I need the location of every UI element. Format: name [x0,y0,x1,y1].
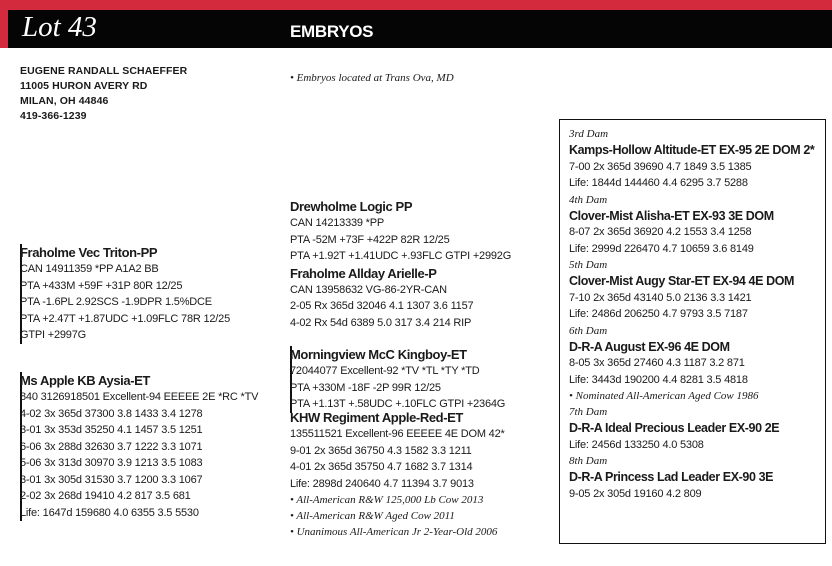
ancestry-name-text: Clover-Mist Alisha-ET [569,208,690,223]
sires-sire-line: PTA +1.92T +1.41UDC +.93FLC GTPI +2992G [290,250,512,262]
ancestry-name-text: Kamps-Hollow Altitude-ET [569,143,716,157]
dam-line: 2-02 3x 268d 19410 4.2 817 3.5 681 [20,490,191,502]
lot-number: Lot 43 [22,11,97,43]
ancestry-name [569,339,825,356]
sires-dam-name: Fraholme Allday Arielle-P [290,265,437,281]
sires-sire-block [290,198,545,331]
ancestry-line: Life: 1844d 144460 4.4 6295 3.7 5288 [569,177,748,189]
consignor-city: MILAN, OH 44846 [20,95,109,107]
ancestry-name [569,273,825,290]
sires-dam-line: CAN 13958632 VG-86-2YR-CAN [290,283,447,296]
ancestry-honor: • Nominated All-American Aged Cow 1986 [569,390,759,402]
header-band [8,10,832,48]
ancestry-name [569,420,825,437]
ancestry-label: 3rd Dam [569,128,609,140]
ancestry-label: 8th Dam [569,455,608,467]
dams-sire-name: Morningview McC Kingboy-ET [290,347,467,362]
dam-block [20,372,282,521]
sires-sire-line: PTA -52M +73F +422P 82R 12/25 [290,233,450,246]
ancestry-classification: EX-90 2E [725,421,780,435]
ancestry-line: Life: 2486d 206250 4.7 9793 3.5 7187 [569,308,748,320]
ancestry-line: 7-00 2x 365d 39690 4.7 1849 3.5 1385 [569,160,752,173]
ancestry-name [569,142,825,159]
sire-name: Fraholme Vec Triton-PP [20,245,158,260]
sires-dam-line: 2-05 Rx 365d 32046 4.1 1307 3.6 1157 [290,300,474,312]
ancestry-name-text: D-R-A Ideal Precious Leader [569,421,726,435]
header-bar [0,0,832,48]
dam-name: Ms Apple KB Aysia-ET [20,373,150,388]
ancestry-classification: EX-93 3E DOM [689,208,774,223]
dams-sire-block [290,346,547,413]
dams-dam-line: Life: 2898d 240640 4.7 11394 3.7 9013 [290,477,474,490]
embryo-location-note: • Embryos located at Trans Ova, MD [290,72,454,84]
sire-line: PTA -1.6PL 2.92SCS -1.9DPR 1.5%DCE [20,296,212,308]
sires-sire-line: CAN 14213339 *PP [290,217,385,229]
dam-line: 840 3126918501 Excellent-94 EEEEE 2E *RC *TV [20,391,259,403]
dams-sire-line: 72044077 Excellent-92 *TV *TL *TY *TD [290,365,480,377]
ancestry-label: 5th Dam [569,259,608,271]
dams-dam-line: 4-01 2x 365d 35750 4.7 1682 3.7 1314 [290,461,473,473]
consignor-name: EUGENE RANDALL SCHAEFFER [20,65,188,77]
ancestry-line: 8-07 2x 365d 36920 4.2 1553 3.4 1258 [569,226,752,238]
dam-line: 4-02 3x 365d 37300 3.8 1433 3.4 1278 [20,407,203,420]
ancestry-line: Life: 3443d 190200 4.4 8281 3.5 4818 [569,373,748,386]
ancestry-classification: EX-94 4E DOM [709,274,795,288]
ancestry-name [569,208,825,225]
dams-dam-name: KHW Regiment Apple-Red-ET [290,410,463,425]
dam-line: 6-06 3x 288d 32630 3.7 1222 3.3 1071 [20,440,203,453]
dams-dam-line: 135511521 Excellent-96 EEEEE 4E DOM 42* [290,428,505,440]
ancestry-label: 7th Dam [569,406,608,418]
sires-dam-line: 4-02 Rx 54d 6389 5.0 317 3.4 214 RIP [290,316,472,329]
dams-dam-honor: • All-American R&W Aged Cow 2011 [290,510,455,522]
dam-line: 3-01 3x 353d 35250 4.1 1457 3.5 1251 [20,424,203,436]
sires-sire-name: Drewholme Logic PP [290,199,413,214]
dams-dam-line: 9-01 2x 365d 36750 4.3 1582 3.3 1211 [290,444,472,457]
ancestry-name-text: Clover-Mist Augy Star-ET [569,274,710,288]
dams-dam-block [290,409,545,540]
dams-sire-line: PTA +1.13T +.58UDC +.10FLC GTPI +2364G [290,398,506,410]
sire-line: GTPI +2997G [20,329,86,341]
dam-line: 5-06 3x 313d 30970 3.9 1213 3.5 1083 [20,457,203,469]
sire-line: PTA +2.47T +1.87UDC +1.09FLC 78R 12/25 [20,312,230,325]
ancestry-name [569,469,825,486]
ancestry-classification: EX-96 4E DOM [645,339,730,354]
ancestry-classification: EX-90 3E [719,470,774,484]
dams-sire-line: PTA +330M -18F -2P 99R 12/25 [290,381,441,394]
ancestry-line: 7-10 2x 365d 43140 5.0 2136 3.3 1421 [569,291,752,304]
ancestry-line: Life: 2999d 226470 4.7 10659 3.6 8149 [569,242,754,255]
dam-line: Life: 1647d 159680 4.0 6355 3.5 5530 [20,506,199,519]
ancestry-name-text: D-R-A Princess Lad Leader [569,470,720,484]
ancestry-line: 9-05 2x 305d 19160 4.2 809 [569,487,702,500]
dams-dam-honor: • All-American R&W 125,000 Lb Cow 2013 [290,494,484,506]
ancestry-line: 8-05 3x 365d 27460 4.3 1187 3.2 871 [569,357,745,369]
ancestry-classification: EX-95 2E DOM 2* [715,143,815,157]
ancestry-name-text: D-R-A August [569,339,646,354]
dam-line: 3-01 3x 305d 31530 3.7 1200 3.3 1067 [20,473,203,486]
sire-line: CAN 14911359 *PP A1A2 BB [20,263,159,275]
consignor-block [20,64,187,124]
consignor-address: 11005 HURON AVERY RD [20,80,148,92]
consignor-phone: 419-366-1239 [20,110,87,122]
ancestry-label: 4th Dam [569,193,608,206]
sire-line: PTA +433M +59F +31P 80R 12/25 [20,279,183,292]
ancestry-label: 6th Dam [569,324,608,337]
page-title: EMBRYOS [290,22,374,41]
sire-block [20,244,282,344]
ancestry-line: Life: 2456d 133250 4.0 5308 [569,438,704,451]
dams-dam-honor: • Unanimous All-American Jr 2-Year-Old 2006 [290,526,498,538]
ancestry-box [559,119,826,544]
